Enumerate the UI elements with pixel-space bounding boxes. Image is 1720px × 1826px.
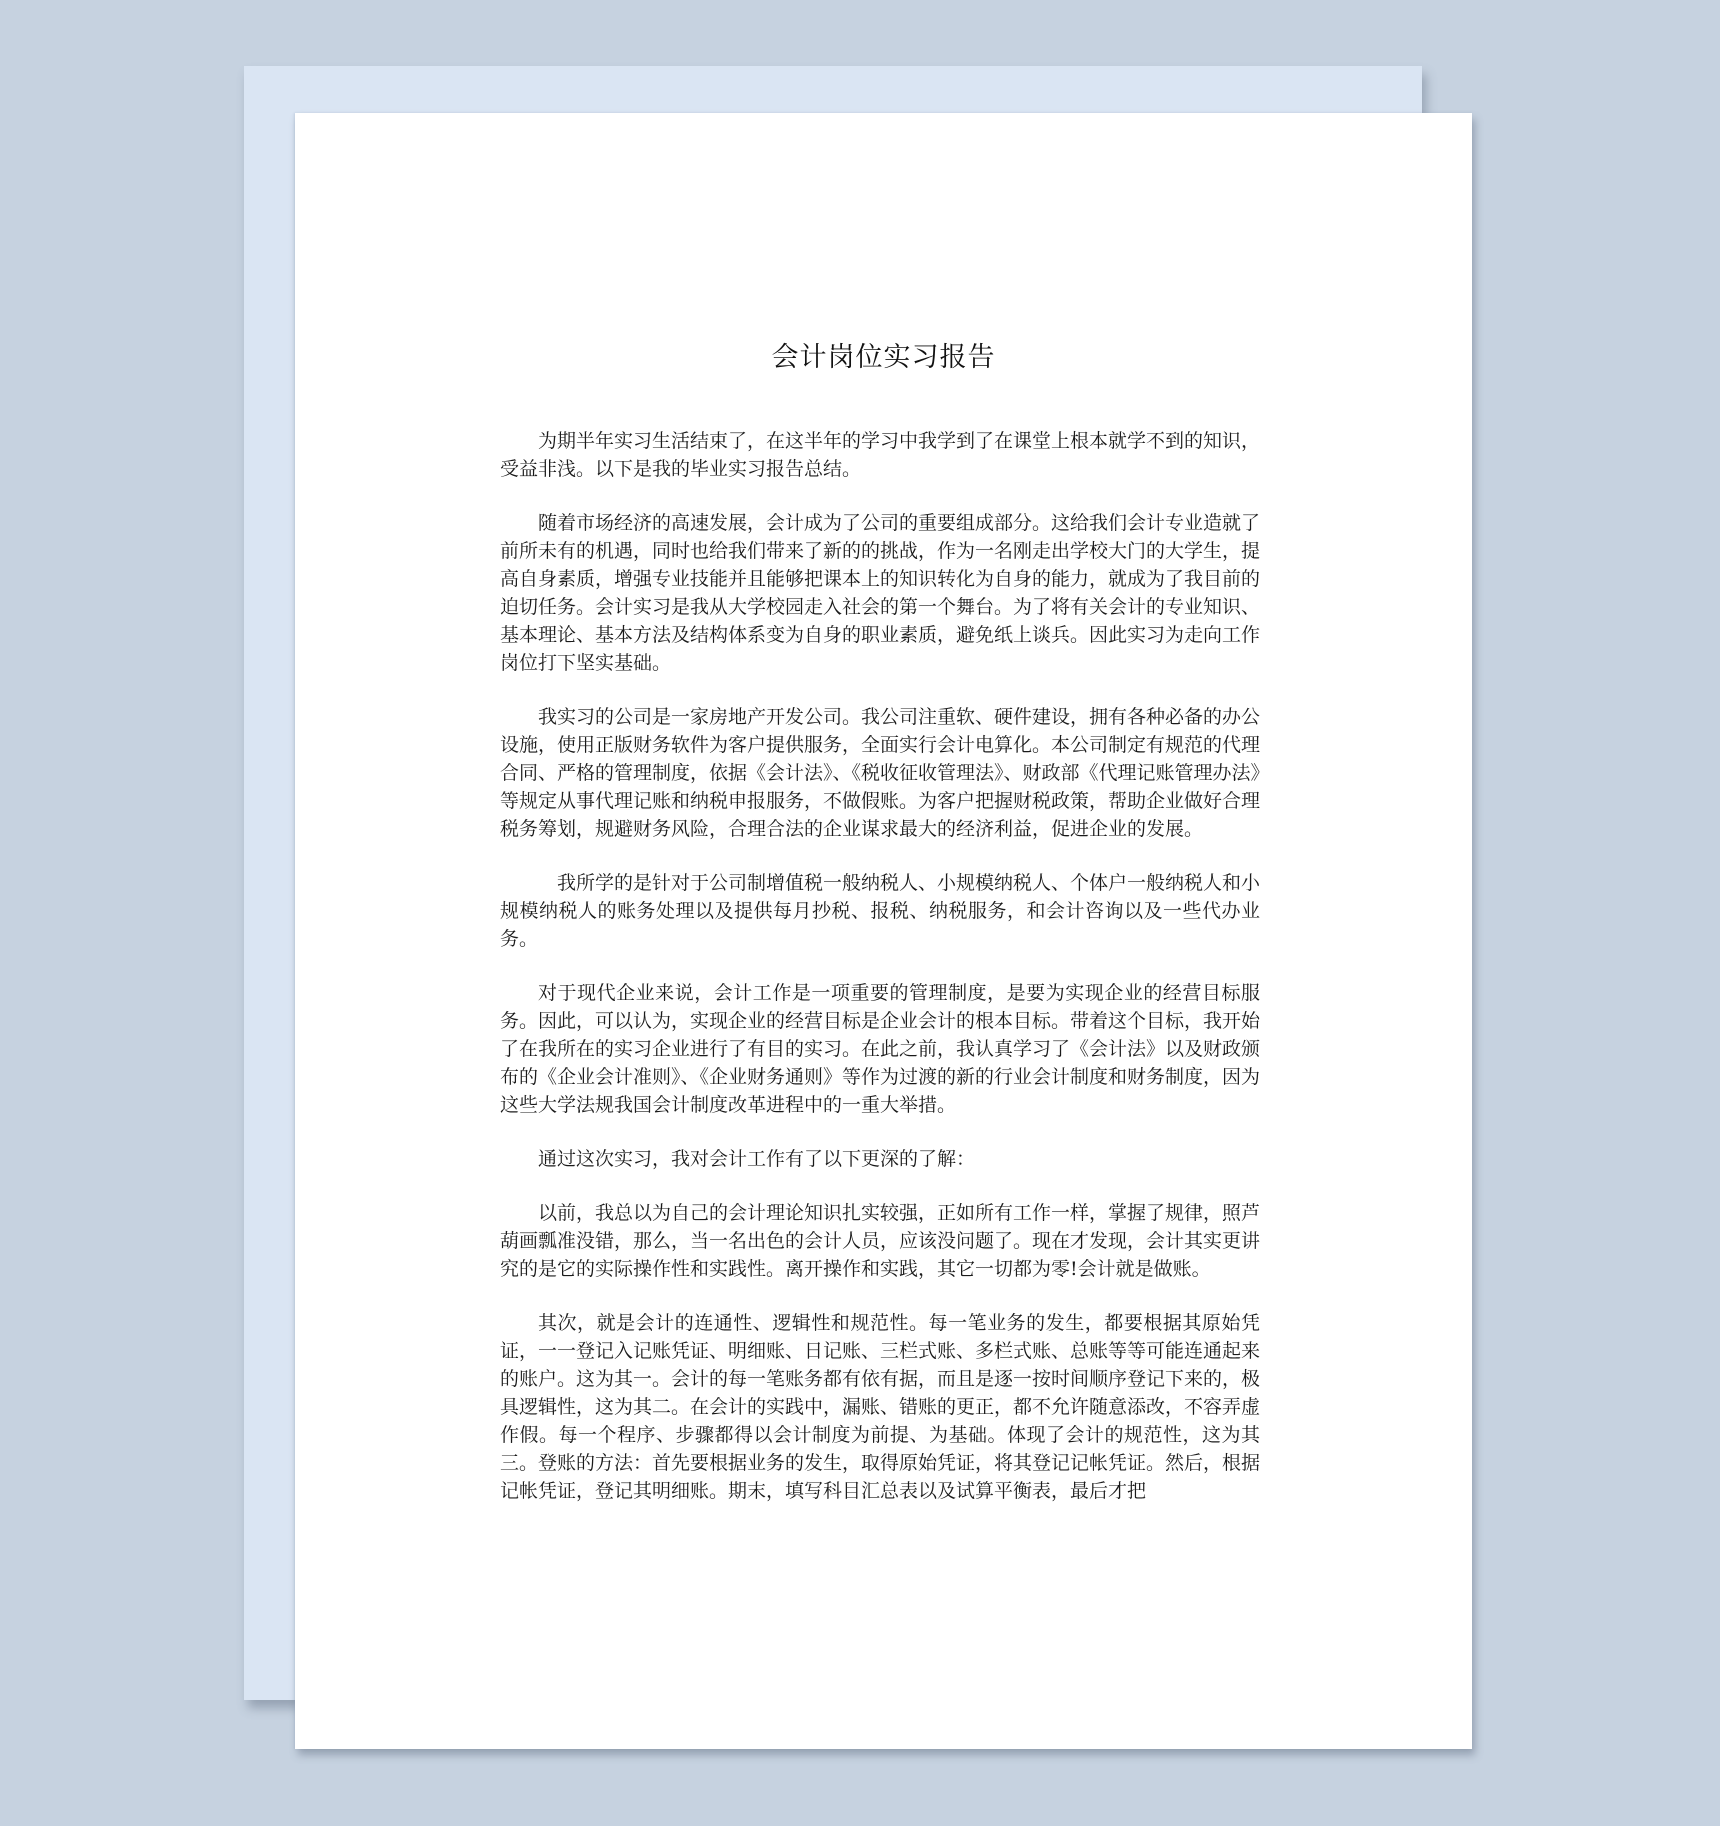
- document-title: 会计岗位实习报告: [771, 342, 996, 373]
- paragraph-accounting-goal: 对于现代企业来说，会计工作是一项重要的管理制度，是要为实现企业的经营目标服务。因此，可以认为，实现企业的经营目标是企业会计的根本目标。带着这个目标，我开始了在我所在的实习企业进行了有目的实习。在此之前，我认真学习了《会计法》以及财政颁布的《企业会计准则》、《企业财务通则》等作为过渡的新的行业会计制度和财务制度，因为这些大学法规我国会计制度改革进程中的一重大举措。: [500, 982, 1261, 1116]
- paragraph-company-description: 我实习的公司是一家房地产开发公司。我公司注重软、硬件建设，拥有各种必备的办公设施，使用正版财务软件为客户提供服务，全面实行会计电算化。本公司制定有规范的代理合同、严格的管理制度，依据《会计法》、《税收征收管理法》、财政部《代理记账管理办法》等规定从事代理记账和纳税申报服务，不做假账。为客户把握财税政策，帮助企业做好合理税务筹划，规避财务风险，合理合法的企业谋求最大的经济利益，促进企业的发展。: [500, 706, 1261, 840]
- paragraph-learned-scope: 我所学的是针对于公司制增值税一般纳税人、小规模纳税人、个体户一般纳税人和小规模纳税人的账务处理以及提供每月抄税、报税、纳税服务，和会计咨询以及一些代办业务。: [500, 872, 1261, 950]
- paragraph-market-development: 随着市场经济的高速发展，会计成为了公司的重要组成部分。这给我们会计专业造就了前所未有的机遇，同时也给我们带来了新的的挑战，作为一名刚走出学校大门的大学生，提高自身素质，增强专业技能并且能够把课本上的知识转化为自身的能力，就成为了我目前的迫切任务。会计实习是我从大学校园走入社会的第一个舞台。为了将有关会计的专业知识、基本理论、基本方法及结构体系变为自身的职业素质，避免纸上谈兵。因此实习为走向工作岗位打下坚实基础。: [500, 512, 1261, 674]
- paragraph-intro: 为期半年实习生活结束了，在这半年的学习中我学到了在课堂上根本就学不到的知识，受益非浅。以下是我的毕业实习报告总结。: [500, 430, 1261, 480]
- front-page-sheet: [295, 113, 1472, 1749]
- paragraph-understanding-lead: 通过这次实习，我对会计工作有了以下更深的了解：: [538, 1148, 976, 1170]
- paragraph-connectivity: 其次，就是会计的连通性、逻辑性和规范性。每一笔业务的发生，都要根据其原始凭证，一一登记入记账凭证、明细账、日记账、三栏式账、多栏式账、总账等等可能连通起来的账户。这为其一。会计的每一笔账务都有依有据，而且是逐一按时间顺序登记下来的，极具逻辑性，这为其二。在会计的实践中，漏账、错账的更正，都不允许随意添改，不容弄虚作假。每一个程序、步骤都得以会计制度为前提、为基础。体现了会计的规范性，这为其三。登账的方法：首先要根据业务的发生，取得原始凭证，将其登记记帐凭证。然后，根据记帐凭证，登记其明细账。期末，填写科目汇总表以及试算平衡表，最后才把: [500, 1312, 1261, 1502]
- paragraph-practice: 以前，我总以为自己的会计理论知识扎实较强，正如所有工作一样，掌握了规律，照芦葫画瓢准没错，那么，当一名出色的会计人员，应该没问题了。现在才发现，会计其实更讲究的是它的实际操作性和实践性。离开操作和实践，其它一切都为零!会计就是做账。: [500, 1202, 1261, 1280]
- document-body: [500, 427, 1260, 1505]
